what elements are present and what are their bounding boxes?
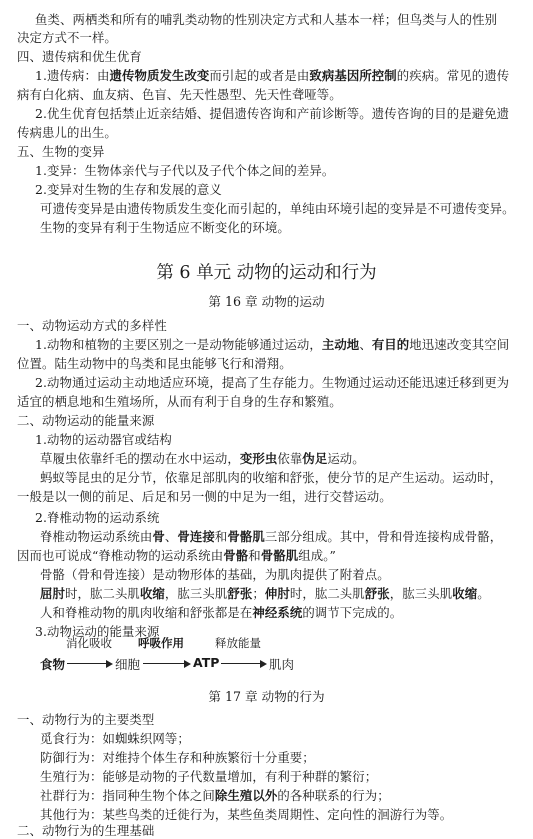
text-line bbox=[35, 106, 509, 122]
text-line bbox=[40, 220, 290, 236]
bold-term: 伸肘 bbox=[264, 586, 290, 601]
bold-term: 舒张 bbox=[364, 586, 390, 601]
bold-term: 骨骼 bbox=[223, 548, 249, 563]
text-line bbox=[17, 87, 342, 103]
text-line bbox=[40, 470, 502, 486]
text-segment: 二、动物运动的能量来源 bbox=[17, 413, 155, 428]
bold-term: 收缩 bbox=[139, 586, 165, 601]
bold-term: 屈肘 bbox=[40, 586, 65, 601]
text-segment: 、 bbox=[164, 529, 178, 544]
text-line bbox=[17, 548, 336, 564]
text-segment: 其他行为：某些鸟类的迁徙行为，某些鱼类周期性、定向性的洄游行为等。 bbox=[40, 807, 453, 822]
text-segment: 生物的变异有利于生物适应不断变化的环境。 bbox=[40, 220, 290, 235]
flow-label-digestion: 消化吸收 bbox=[66, 636, 112, 650]
bold-term: 伪足 bbox=[302, 451, 328, 466]
text-line bbox=[17, 49, 142, 65]
bold-term: 变形虫 bbox=[239, 451, 278, 466]
text-segment: ，肱三头肌 bbox=[164, 586, 228, 601]
text-segment: 一、动物行为的主要类型 bbox=[17, 712, 155, 727]
text-line bbox=[35, 375, 509, 391]
text-line bbox=[35, 12, 497, 28]
text-segment: ，肱三头肌 bbox=[389, 586, 453, 601]
text-line bbox=[17, 318, 167, 334]
text-line bbox=[35, 510, 159, 526]
flow-arrow-2 bbox=[143, 663, 189, 664]
text-segment: 鱼类、两栖类和所有的哺乳类动物的性别决定方式和人基本一样；但鸟类与人的性别 bbox=[35, 12, 498, 27]
text-segment: 而引起的或者是由 bbox=[209, 68, 310, 83]
text-segment: 2.优生优育包括禁止近亲结婚、提倡遗传咨询和产前诊断等。遗传咨询的目的是避免遗 bbox=[35, 106, 510, 121]
text-segment: 的调节下完成的。 bbox=[302, 605, 403, 620]
text-line bbox=[17, 125, 117, 141]
flow-label-respiration: 呼吸作用 bbox=[138, 636, 184, 650]
bold-term: 致病基因所控制 bbox=[309, 68, 397, 83]
text-line bbox=[17, 144, 104, 160]
flow-node-atp: ATP bbox=[193, 655, 220, 670]
chapter-17-title: 第 17 章 动物的行为 bbox=[208, 689, 325, 704]
text-line bbox=[17, 823, 154, 839]
text-segment: 1.动物的运动器官或结构 bbox=[35, 432, 172, 447]
text-segment: 适宜的栖息地和生殖场所，从而有利于自身的生存和繁殖。 bbox=[17, 394, 342, 409]
text-segment: 防御行为：对维持个体生存和种族繁衍十分重要； bbox=[40, 750, 315, 765]
text-segment: 1.动物和植物的主要区别之一是动物能够通过运动， bbox=[35, 337, 322, 352]
text-segment: 的疾病。常见的遗传 bbox=[396, 68, 510, 83]
bold-term: 主动地 bbox=[321, 337, 360, 352]
text-segment: 二、动物行为的生理基础 bbox=[17, 823, 155, 838]
text-segment: 组成。” bbox=[298, 548, 336, 563]
flow-node-food: 食物 bbox=[40, 657, 66, 672]
flow-arrow-3 bbox=[221, 663, 265, 664]
flow-label-release: 释放能量 bbox=[215, 636, 261, 650]
text-segment: 依靠 bbox=[277, 451, 303, 466]
text-segment: 3.动物运动的能量来源 bbox=[35, 624, 160, 639]
text-line bbox=[40, 586, 490, 602]
text-segment: 2.动物通过运动主动地适应环境，提高了生存能力。生物通过运动还能迅速迁移到更为 bbox=[35, 375, 510, 390]
bold-term: 有目的 bbox=[371, 337, 410, 352]
text-line bbox=[40, 788, 390, 804]
flow-node-muscle: 肌肉 bbox=[269, 657, 295, 672]
text-segment: 因而也可说成“脊椎动物的运动系统由 bbox=[17, 548, 224, 563]
text-line bbox=[40, 807, 452, 823]
text-segment: 脊椎动物运动系统由 bbox=[40, 529, 153, 544]
text-segment: 一般是以一侧的前足、后足和另一侧的中足为一组，进行交替运动。 bbox=[17, 489, 392, 504]
text-line bbox=[17, 413, 154, 429]
text-segment: 四、遗传病和优生优育 bbox=[17, 49, 142, 64]
flow-node-cell: 细胞 bbox=[115, 657, 141, 672]
text-line bbox=[40, 451, 365, 467]
text-line bbox=[35, 163, 334, 179]
text-line bbox=[40, 201, 515, 217]
text-segment: 三部分组成。其中，骨和骨连接构成骨骼， bbox=[264, 529, 503, 544]
text-line bbox=[17, 489, 392, 505]
text-segment: 、 bbox=[359, 337, 372, 352]
text-segment: 决定方式不一样。 bbox=[17, 30, 117, 45]
text-segment: 和 bbox=[214, 529, 228, 544]
text-segment: 觅食行为：如蜘蛛织网等； bbox=[40, 731, 190, 746]
text-segment: 。 bbox=[477, 586, 490, 601]
text-line bbox=[35, 337, 509, 353]
text-line bbox=[40, 731, 190, 747]
bold-term: 骨骼肌 bbox=[227, 529, 265, 544]
text-segment: 社群行为：指同种生物个体之间 bbox=[40, 788, 215, 803]
text-line bbox=[35, 182, 222, 198]
bold-term: 神经系统 bbox=[252, 605, 303, 620]
text-line bbox=[17, 356, 292, 372]
flow-arrow-1 bbox=[67, 663, 111, 664]
bold-term: 除生殖以外 bbox=[214, 788, 278, 803]
text-segment: 2.变异对生物的生存和发展的意义 bbox=[35, 182, 222, 197]
text-segment: 骨骼（骨和骨连接）是动物形体的基础，为肌肉提供了附着点。 bbox=[40, 567, 390, 582]
text-segment: 时，肱二头肌 bbox=[289, 586, 365, 601]
text-segment: 运动。 bbox=[327, 451, 365, 466]
bold-term: 骨连接 bbox=[177, 529, 215, 544]
text-segment: 一、动物运动方式的多样性 bbox=[17, 318, 167, 333]
text-line bbox=[17, 394, 342, 410]
bold-term: 舒张 bbox=[227, 586, 253, 601]
text-segment: 1.遗传病：由 bbox=[35, 68, 110, 83]
text-line bbox=[17, 712, 154, 728]
unit-title: 第 6 单元 动物的运动和行为 bbox=[156, 263, 377, 283]
text-line bbox=[17, 30, 117, 46]
text-line bbox=[35, 68, 509, 84]
text-line bbox=[35, 432, 172, 448]
text-segment: 2.脊椎动物的运动系统 bbox=[35, 510, 160, 525]
text-segment: ； bbox=[252, 586, 265, 601]
bold-term: 骨骼肌 bbox=[260, 548, 299, 563]
text-segment: 时，肱二头肌 bbox=[64, 586, 140, 601]
text-line bbox=[40, 529, 502, 545]
text-segment: 1.变异：生物体亲代与子代以及子代个体之间的差异。 bbox=[35, 163, 335, 178]
bold-term: 骨 bbox=[152, 529, 165, 544]
text-segment: 草履虫依靠纤毛的摆动在水中运动， bbox=[40, 451, 240, 466]
text-segment: 人和脊椎动物的肌肉收缩和舒张都是在 bbox=[40, 605, 253, 620]
text-segment: 地迅速改变其空间 bbox=[409, 337, 510, 352]
text-segment: 生殖行为：能够是动物的子代数量增加，有利于种群的繁衍； bbox=[40, 769, 378, 784]
text-line bbox=[40, 769, 377, 785]
text-line bbox=[40, 605, 402, 621]
text-segment: 的各种联系的行为； bbox=[277, 788, 390, 803]
text-segment: 蚂蚁等昆虫的足分节，依靠足部肌肉的收缩和舒张，使分节的足产生运动。运动时， bbox=[40, 470, 503, 485]
text-line bbox=[40, 750, 315, 766]
text-segment: 位置。陆生动物中的鸟类和昆虫能够飞行和滑翔。 bbox=[17, 356, 292, 371]
text-segment: 可遗传变异是由遗传物质发生变化而引起的，单纯由环境引起的变异是不可遗传变异。 bbox=[40, 201, 515, 216]
text-segment: 五、生物的变异 bbox=[17, 144, 105, 159]
bold-term: 遗传物质发生改变 bbox=[109, 68, 210, 83]
text-segment: 传病患儿的出生。 bbox=[17, 125, 117, 140]
text-segment: 病有白化病、血友病、色盲、先天性愚型、先天性聋哑等。 bbox=[17, 87, 342, 102]
chapter-16-title: 第 16 章 动物的运动 bbox=[208, 294, 325, 309]
bold-term: 收缩 bbox=[452, 586, 478, 601]
text-segment: 和 bbox=[248, 548, 261, 563]
text-line bbox=[40, 567, 390, 583]
